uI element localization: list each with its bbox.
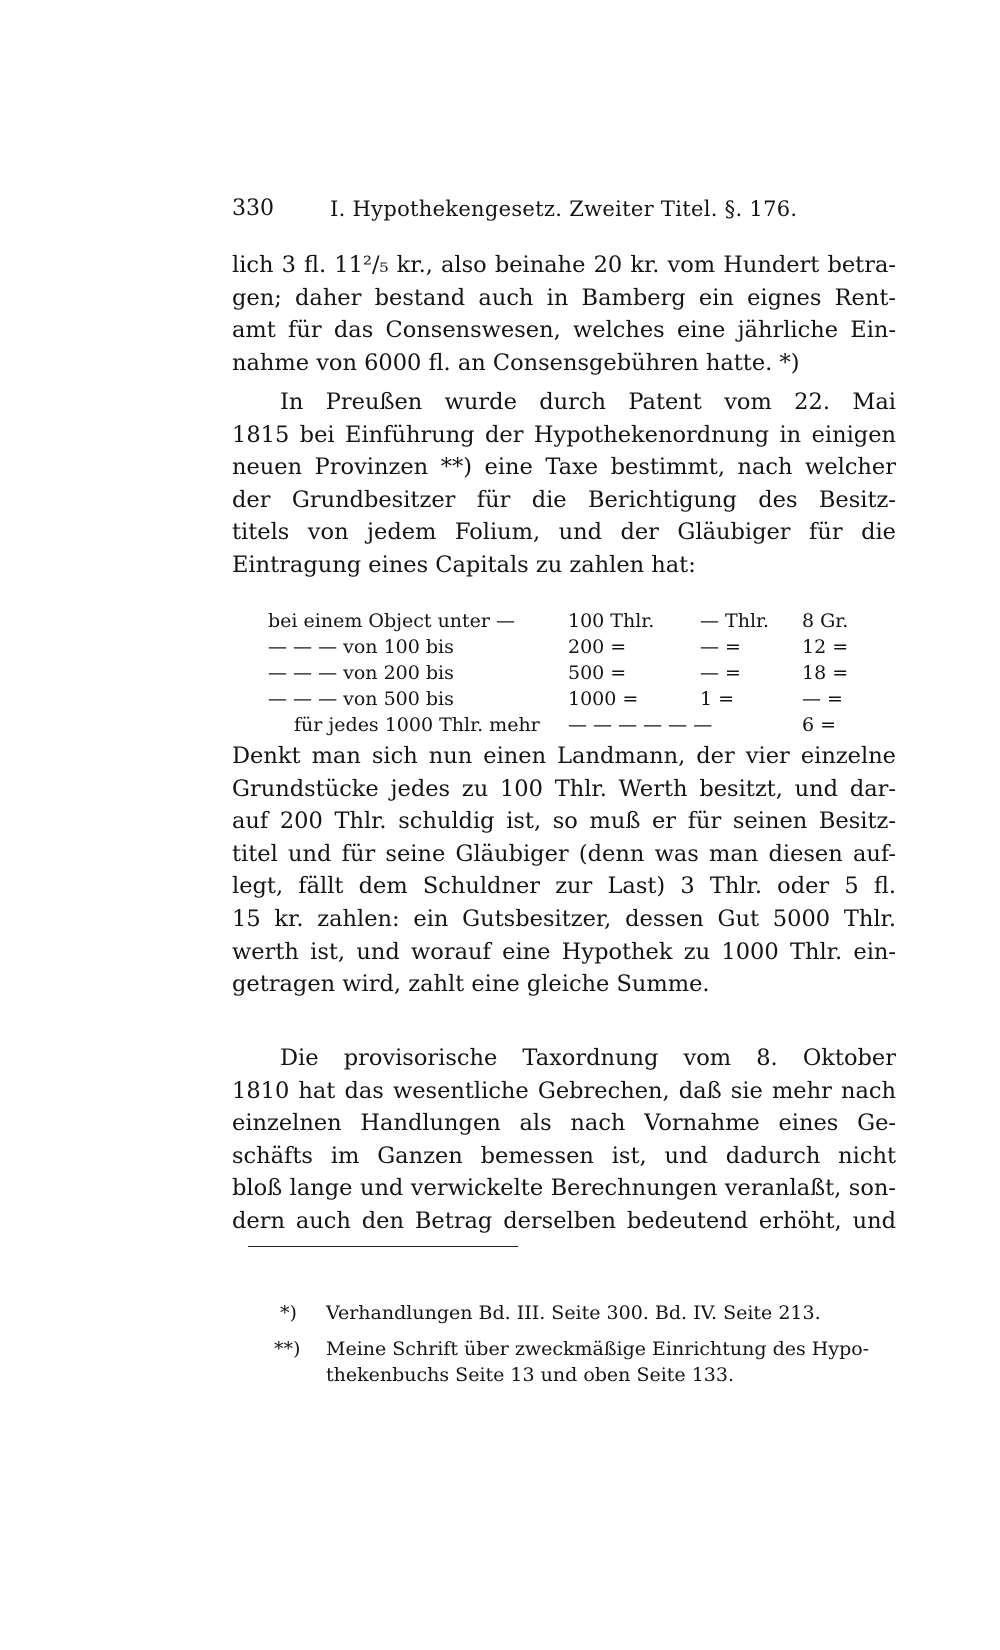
text-line: der Grundbesitzer für die Berichtigung des Besitz- <box>232 486 896 513</box>
footnote-text: Meine Schrift über zweckmäßige Einrichtung des Hypo- <box>326 1338 870 1360</box>
running-title: I. Hypothekengesetz. Zweiter Titel. §. 176. <box>330 197 798 221</box>
footnote-mark: *) <box>280 1302 297 1324</box>
row-thaler: — = <box>700 662 741 684</box>
footnote-divider <box>248 1246 518 1247</box>
row-label: — — — von 100 bis <box>268 636 454 658</box>
paragraph-4 <box>232 1042 896 1238</box>
text-line: 1815 bei Einführung der Hypothekenordnung in einigen <box>232 421 896 448</box>
row-amount: 500 = <box>568 662 627 684</box>
text-line: Denkt man sich nun einen Landmann, der vier einzelne <box>232 743 896 769</box>
text-line: amt für das Consenswesen, welches eine jährliche Ein- <box>232 317 896 344</box>
text-line: bloß lange und verwickelte Berechnungen veranlaßt, son- <box>232 1175 896 1202</box>
table-row <box>268 634 868 660</box>
text-line: dern auch den Betrag derselben bedeutend erhöht, und <box>232 1207 896 1234</box>
table-row <box>268 608 868 634</box>
row-label: bei einem Object unter — <box>268 610 516 632</box>
text-line: gen; daher bestand auch in Bamberg ein eignes Rent- <box>232 284 896 311</box>
footnote-1 <box>280 1300 900 1326</box>
tax-table <box>268 608 868 738</box>
row-label: — — — von 200 bis <box>268 662 454 684</box>
text-line: neuen Provinzen **) eine Taxe bestimmt, nach welcher <box>232 454 896 481</box>
page-number: 330 <box>232 196 274 221</box>
row-groschen: 8 Gr. <box>802 610 849 632</box>
footnote-mark: **) <box>274 1338 301 1360</box>
page-header <box>232 193 798 225</box>
row-groschen: — = <box>802 688 843 710</box>
footnote-2 <box>274 1336 900 1388</box>
text-line: schäfts im Ganzen bemessen ist, und dadurch nicht <box>232 1142 896 1169</box>
text-line: auf 200 Thlr. schuldig ist, so muß er für seinen Besitz- <box>232 808 896 835</box>
row-amount: 200 = <box>568 636 627 658</box>
footnote-text: thekenbuchs Seite 13 und oben Seite 133. <box>326 1364 735 1386</box>
text-line: 1810 hat das wesentliche Gebrechen, daß sie mehr nach <box>232 1077 896 1104</box>
text-line: lich 3 fl. 11²/₅ kr., also beinahe 20 kr. vom Hundert betra- <box>232 252 896 278</box>
text-line: getragen wird, zahlt eine gleiche Summe. <box>232 971 710 998</box>
text-line: titel und für seine Gläubiger (denn was man diesen auf- <box>232 840 896 867</box>
text-line: Die provisorische Taxordnung vom 8. Oktober <box>280 1045 896 1071</box>
text-line: Eintragung eines Capitals zu zahlen hat: <box>232 551 696 578</box>
text-line: einzelnen Handlungen als nach Vornahme eines Ge- <box>232 1110 896 1137</box>
paragraph-3 <box>232 740 896 1001</box>
text-line: 15 kr. zahlen: ein Gutsbesitzer, dessen Gut 5000 Thlr. <box>232 905 896 932</box>
paragraph-2 <box>232 386 896 582</box>
text-line: werth ist, und worauf eine Hypothek zu 1000 Thlr. ein- <box>232 938 896 965</box>
text-line: Grundstücke jedes zu 100 Thlr. Werth besitzt, und dar- <box>232 775 896 802</box>
text-line: In Preußen wurde durch Patent vom 22. Mai <box>280 389 896 415</box>
row-label: — — — von 500 bis <box>268 688 454 710</box>
row-thaler: — = <box>700 636 741 658</box>
row-thaler: — Thlr. <box>700 610 770 632</box>
text-line: nahme von 6000 fl. an Consensgebühren hatte. *) <box>232 349 800 376</box>
row-thaler: 1 = <box>700 688 735 710</box>
row-amount: 100 Thlr. <box>568 610 655 632</box>
row-groschen: 6 = <box>802 714 837 736</box>
row-groschen: 18 = <box>802 662 849 684</box>
table-row <box>268 660 868 686</box>
text-line: legt, fällt dem Schuldner zur Last) 3 Thlr. oder 5 fl. <box>232 873 896 900</box>
row-label: für jedes 1000 Thlr. mehr <box>294 714 540 736</box>
table-row <box>268 712 868 738</box>
footnote-text: Verhandlungen Bd. III. Seite 300. Bd. IV. Seite 213. <box>326 1302 821 1324</box>
text-line: titels von jedem Folium, und der Gläubiger für die <box>232 519 896 546</box>
row-amount: 1000 = <box>568 688 639 710</box>
row-groschen: 12 = <box>802 636 849 658</box>
table-row <box>268 686 868 712</box>
paragraph-1 <box>232 249 896 379</box>
row-amount: — — — — — — <box>568 714 713 736</box>
